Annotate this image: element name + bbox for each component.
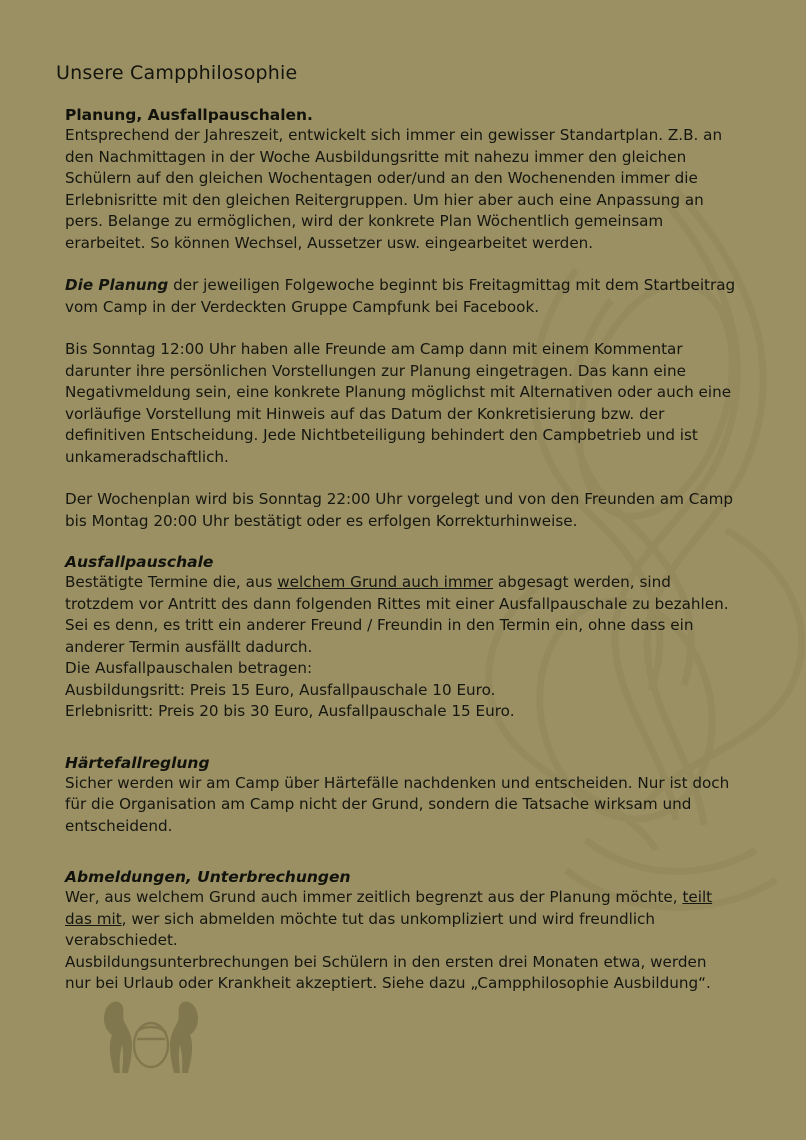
paragraph: Ausbildungsunterbrechungen bei Schülern in den ersten drei Monaten etwa, werden nur bei Urlaub oder Krankheit akzeptiert. Siehe dazu „Campphilosophie Ausbildung“. [65,952,711,992]
section-abmeldungen [56,868,736,995]
paragraph: Die Ausfallpauschalen betragen: [65,659,313,677]
paragraph-ausfallpauschale: Bestätigte Termine die, aus welchem Grund auch immer abgesagt werden, sind trotzdem vor Antritt des dann folgenden Rittes mit einer Ausfallpauschale zu bezahlen. Sei es denn, es tritt ein anderer Freund / Freundin in den Termin ein, ohne dass ein anderer Termin ausfällt dadurch. [65,573,729,656]
paragraph: Erlebnisritt: Preis 20 bis 30 Euro, Ausfallpauschale 15 Euro. [65,702,515,720]
document-body [56,62,736,995]
paragraph-planung-lead [65,275,736,318]
paragraph: Sicher werden wir am Camp über Härtefälle nachdenken und entscheiden. Nur ist doch für die Organisation am Camp nicht der Grund, sondern die Tatsache wirksam und entscheidend. [65,773,730,835]
section-heading: Ausfallpauschale [65,553,214,571]
section-planung-ablauf [56,275,736,532]
inline-underline-teiltdasmit: teilt das mit [65,888,713,928]
paragraph: Ausbildungsritt: Preis 15 Euro, Ausfallpauschale 10 Euro. [65,680,496,699]
section-heading: Planung, Ausfallpauschalen. [65,106,313,124]
section-haertefallreglung [56,754,736,838]
section-heading: Abmeldungen, Unterbrechungen [65,868,351,886]
paragraph: Entsprechend der Jahreszeit, entwickelt sich immer ein gewisser Standartplan. Z.B. an den Nachmittagen in der Woche Ausbildungsritte mit nahezu immer den gleichen Schülern auf den gleichen Wochentagen oder/und an den Wochenenden immer die Erlebnisritte mit den gleichen Reitergruppen. Um hier aber auch eine Anpassung an pers. Belange zu ermöglichen, wird der konkrete Plan Wöchentlich gemeinsam erarbeitet. So können Wechsel, Aussetzer usw. eingearbeitet werden. [65,126,723,252]
paragraph-planung-rest: der jeweiligen Folgewoche beginnt bis Freitagmittag mit dem Startbeitrag vom Camp in der Verdeckten Gruppe Campfunk bei Facebook. [65,276,736,316]
section-heading: Härtefallreglung [65,753,210,772]
paragraph: Der Wochenplan wird bis Sonntag 22:00 Uhr vorgelegt und von den Freunden am Camp bis Montag 20:00 Uhr bestätigt oder es erfolgen Korrekturhinweise. [65,490,734,530]
inline-underline-grund: welchem Grund auch immer [277,573,494,591]
inline-emphasis-planung: Die Planung [65,276,169,294]
paragraph-abmeldungen: Wer, aus welchem Grund auch immer zeitlich begrenzt aus der Planung möchte, teilt das mit, wer sich abmelden möchte tut das unkompliziert und wird freundlich verabschiedet. [65,888,713,949]
paragraph: Bis Sonntag 12:00 Uhr haben alle Freunde am Camp dann mit einem Kommentar darunter ihre persönlichen Vorstellungen zur Planung eingetragen. Das kann eine Negativmeldung sein, eine konkrete Planung möglichst mit Alternativen oder auch eine vorläufige Vorstellung mit Hinweis auf das Datum der Konkretisierung bzw. der definitiven Entscheidung. Jede Nichtbeteiligung behindert den Campbetrieb und ist unkameradschaftlich. [65,340,732,466]
page-title: Unsere Campphilosophie [56,62,298,84]
section-planung [56,106,736,254]
section-ausfallpauschale [56,553,736,723]
two-horses-emblem-icon [92,995,210,1075]
